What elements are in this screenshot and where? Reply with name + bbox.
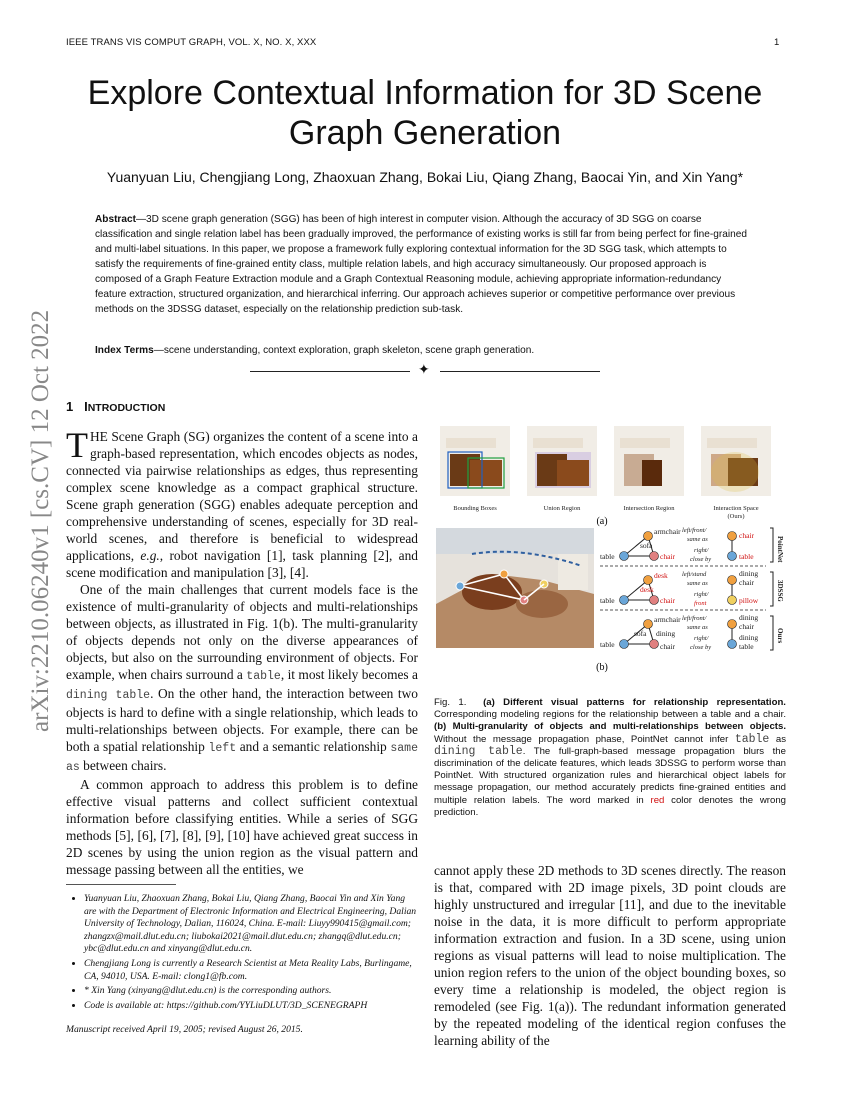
section-number: 1 <box>66 399 74 414</box>
rel-same-as-3dssg: same as <box>687 580 708 587</box>
label-ours-sub: (Ours) <box>727 513 745 520</box>
section-title-initial: I <box>84 399 88 414</box>
paper-title <box>40 73 810 153</box>
caption-bold-a: (a) Different visual patterns for relationship representation. <box>483 697 786 708</box>
label-union-region: Union Region <box>543 505 581 512</box>
intro-p2-text-e: between chairs. <box>79 758 167 773</box>
footnotes <box>66 893 418 1014</box>
abstract <box>95 212 755 317</box>
arxiv-stamp <box>4 292 64 732</box>
node-table-ours: table <box>600 640 615 649</box>
figure-panel-b-graphs <box>600 527 784 651</box>
node-chair-wrong: chair <box>660 552 675 561</box>
graph-row-ours <box>600 613 784 651</box>
label-interaction-space: Interaction Space <box>713 505 759 512</box>
node-table-right: table <box>739 552 754 561</box>
figure-1 <box>432 424 786 686</box>
label-bounding-boxes: Bounding Boxes <box>453 505 497 512</box>
caption-code-table: table <box>734 732 770 746</box>
node-armchair-ours: armchair <box>654 615 681 624</box>
intro-p1-text-b: , robot navigation [1], task planning [2], and scene modification and manipulation [3], [4]. <box>66 548 418 580</box>
index-terms-text: —scene understanding, context exploration, graph skeleton, scene graph generation. <box>153 345 535 356</box>
caption-red-word: red <box>650 794 665 806</box>
node-table-3dssg: table <box>600 596 615 605</box>
intro-p2-text-c: . On the other hand, the interaction between two objects is hard to define with a single relationship, which leads to multi-relationships between objects. For example, there can be both a spatial relationship <box>66 686 418 754</box>
intro-paragraph-3: A common approach to address this problem is to define effective visual patterns and collect sufficient contextual information before classifying entities. While a series of SGG methods [5], [6], [7], [8], [9], [10] have achieved great success in 2D scenes by using the union region as the visual pattern and message passing between all the entities, we <box>66 777 418 877</box>
code-dining-table: dining table <box>66 689 151 702</box>
divider-right <box>440 371 600 372</box>
figure-caption <box>434 697 786 819</box>
manuscript-note: Manuscript received April 19, 2005; revised August 26, 2015. <box>66 1024 303 1035</box>
thumb-union-region <box>527 426 597 496</box>
node-chair-3dssg: chair <box>660 596 675 605</box>
intro-p2-text-a: One of the main challenges that current models face is the existence of multi-granularity of objects and multi-relationships between objects, as illustrated in Fig. 1(b). The multi-granularity of objects depends not only on the diverse appearances of objects, but also on the surrounding environment of objects. For example, when chairs surround a <box>66 582 418 682</box>
intro-body <box>66 425 418 878</box>
thumb-bounding-boxes <box>440 426 510 496</box>
page-number: 1 <box>774 37 780 48</box>
caption-text-b1: Without the message propagation phase, PointNet cannot infer <box>434 733 735 745</box>
footnote-long: • Chengjiang Long is currently a Research Scientist at Meta Reality Labs, Burlingame, CA, 94010, USA. E-mail: clong1@fb.com. <box>84 958 418 983</box>
intro-p1-text-a: Scene Graph (SG) organizes the content of a scene into a graph-based representation, which encodes objects as nodes, connected via pairwise relationships as edges, thus representing complex scene knowledge as a compact graphical structure. Scene graph generation (SGG) enables adequate perception and comprehensive understanding of scenes, especially for 3D real-world scenes, and therefore is beneficial to widespread applications, <box>66 429 418 563</box>
panel-a-tag: (a) <box>596 516 608 527</box>
right-column-paragraph: cannot apply these 2D methods to 3D scenes directly. The reason is that, compared with 2D image pixels, 3D point clouds are highly unstructured and irregular [11], and due to the inevitable noise in the data, it is more difficult to perform appropriate information extraction and fusion. In a 3D scene, using union regions as visual patterns will lead to noise multiplication. The union region refers to the union of the object bounding boxes, so every time a relationship is modeled, the object region is remodeled (see Fig. 1(a)). The redundant information generated by the repeated modeling of the identical region confuses the learning ability of the <box>434 863 786 1048</box>
intro-p2-text-d: and a semantic relationship <box>236 739 391 754</box>
label-intersection-region: Intersection Region <box>623 505 675 512</box>
node-dining-3dssg: dining <box>739 569 759 578</box>
caption-text-b4: color denotes the wrong prediction. <box>434 794 786 818</box>
footnote-rule <box>66 884 176 885</box>
title-line-1: Explore Contextual Information for 3D Scene <box>87 74 763 112</box>
divider-star-icon: ✦ <box>418 363 430 378</box>
intro-paragraph-2 <box>66 581 418 776</box>
code-left: left <box>208 742 237 755</box>
caption-code-dining-table: dining table <box>434 744 523 758</box>
node-dining-ours-right: dining <box>739 613 759 622</box>
section-heading <box>66 399 165 414</box>
right-column-body <box>434 862 786 1049</box>
abstract-label: Abstract <box>95 214 136 225</box>
node-chair-right: chair <box>739 531 754 540</box>
figure-panel-b-scene <box>436 528 594 648</box>
dropcap-letter: T <box>66 425 88 465</box>
node-chair-ours-right: chair <box>739 622 754 631</box>
thumb-interaction-space <box>701 426 771 496</box>
code-same-as: same as <box>66 742 418 774</box>
author-list: Yuanyuan Liu, Chengjiang Long, Zhaoxuan Zhang, Bokai Liu, Qiang Zhang, Baocai Yin, and Xin Yang* <box>106 169 744 185</box>
graph-row-3dssg <box>600 569 784 607</box>
intro-p1-eg: e.g. <box>140 548 160 563</box>
method-ours: Ours <box>776 628 784 644</box>
panel-b-tag: (b) <box>596 662 608 673</box>
code-table: table <box>246 670 281 683</box>
node-sofa: sofa <box>640 541 653 550</box>
node-desk-2: desk <box>640 585 654 594</box>
rel-front: front <box>694 600 707 607</box>
rel-same-as-ours: same as <box>687 624 708 631</box>
rel-left-stand: left/stand <box>682 571 707 578</box>
method-pointnet: PointNet <box>776 536 784 563</box>
node-pillow: pillow <box>739 596 759 605</box>
arxiv-stamp-text: arXiv:2210.06240v1 [cs.CV] 12 Oct 2022 <box>27 309 54 732</box>
caption-bold-b: (b) Multi-granularity of objects and multi-relationships between objects. <box>434 721 786 733</box>
node-dining-ours: dining <box>656 629 676 638</box>
rel-right-3dssg: right/ <box>694 591 709 598</box>
footnote-corresponding: • * Xin Yang (xinyang@dlut.edu.cn) is the corresponding authors. <box>84 985 418 998</box>
rel-close-by-ours: close by <box>690 644 712 651</box>
figure-panel-a <box>440 426 771 527</box>
intro-p2-text-b: , it most likely becomes a <box>280 667 418 682</box>
footnote-code-link[interactable]: • Code is available at: https://github.com/YYLiuDLUT/3D_SCENEGRAPH <box>84 1000 418 1013</box>
running-head: IEEE TRANS VIS COMPUT GRAPH, VOL. X, NO. X, XXX <box>66 37 317 48</box>
rel-left-front: left/front/ <box>682 527 707 534</box>
caption-text-b2: as <box>769 733 786 745</box>
method-3dssg: 3DSSG <box>776 580 784 602</box>
rel-close-by: close by <box>690 556 712 563</box>
node-armchair: armchair <box>654 527 681 536</box>
node-table-ours-right: table <box>739 642 754 651</box>
graph-row-pointnet <box>600 527 784 563</box>
caption-text-a: Corresponding modeling regions for the relationship between a table and a chair. <box>434 709 786 721</box>
divider-left <box>250 371 410 372</box>
abstract-text: —3D scene graph generation (SGG) has been of high interest in computer vision. Although the accuracy of 3D SGG on coarse classification and single relation label has been gradually improved, the performance of existing works is still far from being perfect for fine-grained and multi-label situations. In this paper, we propose a framework fully exploring contextual information for the 3D SGG task, which attempts to satisfy the requirements of fine-grained entity class, multiple relation labels, and high accuracy simultaneously. Our proposed approach is composed of a Graph Feature Extraction module and a Graph Contextual Reasoning module, achieving appropriate information-redundancy feature extraction, structured organization, and hierarchical inferring. Our approach achieves superior or competitive performance over previous methods on the 3DSSG dataset, especially on the relationship prediction sub-task. <box>95 214 747 315</box>
title-line-2: Graph Generation <box>288 114 562 152</box>
intro-paragraph-1 <box>66 425 418 581</box>
section-title-rest: NTRODUCTION <box>87 402 166 414</box>
footnote-affiliation: • Yuanyuan Liu, Zhaoxuan Zhang, Bokai Liu, Qiang Zhang, Baocai Yin and Xin Yang are with the Department of Electronic Information and Electrical Engineering, Dalian University of Technology, Dalian, 116024, China. E-mail: Liuyy990415@gmail.com; zhangzx@mail.dlut.edu.cn; liubokai2021@mail.dlut.edu.cn; zhangq@dlut.edu.cn; ybc@dlut.edu.cn and xinyang@dlut.edu.cn. <box>84 893 418 956</box>
caption-text-b3: . The full-graph-based message propagation blurs the discrimination of the delicate features, which leads 3DSSG to perform worse than PointNet. With structured organization rules and hierarchical object labels for message propagation, our method accurately predicts fine-grained entities and multiple relation labels. The word marked in <box>434 745 786 806</box>
caption-label: Fig. 1. <box>434 697 467 708</box>
index-terms-label: Index Terms <box>95 345 154 356</box>
node-chair-ours: chair <box>660 642 675 651</box>
rel-right-ours: right/ <box>694 635 709 642</box>
rel-same-as: same as <box>687 536 708 543</box>
rel-right: right/ <box>694 547 709 554</box>
node-sofa-ours: sofa <box>634 629 647 638</box>
node-dining-ours-table: dining <box>739 633 759 642</box>
thumb-intersection-region <box>614 426 684 496</box>
dropcap-rest: HE <box>90 429 108 444</box>
node-desk-1: desk <box>654 571 668 580</box>
node-chair-3dssg-right: chair <box>739 578 754 587</box>
rel-left-front-ours: left/front/ <box>682 615 707 622</box>
index-terms <box>95 343 755 358</box>
node-table: table <box>600 552 615 561</box>
